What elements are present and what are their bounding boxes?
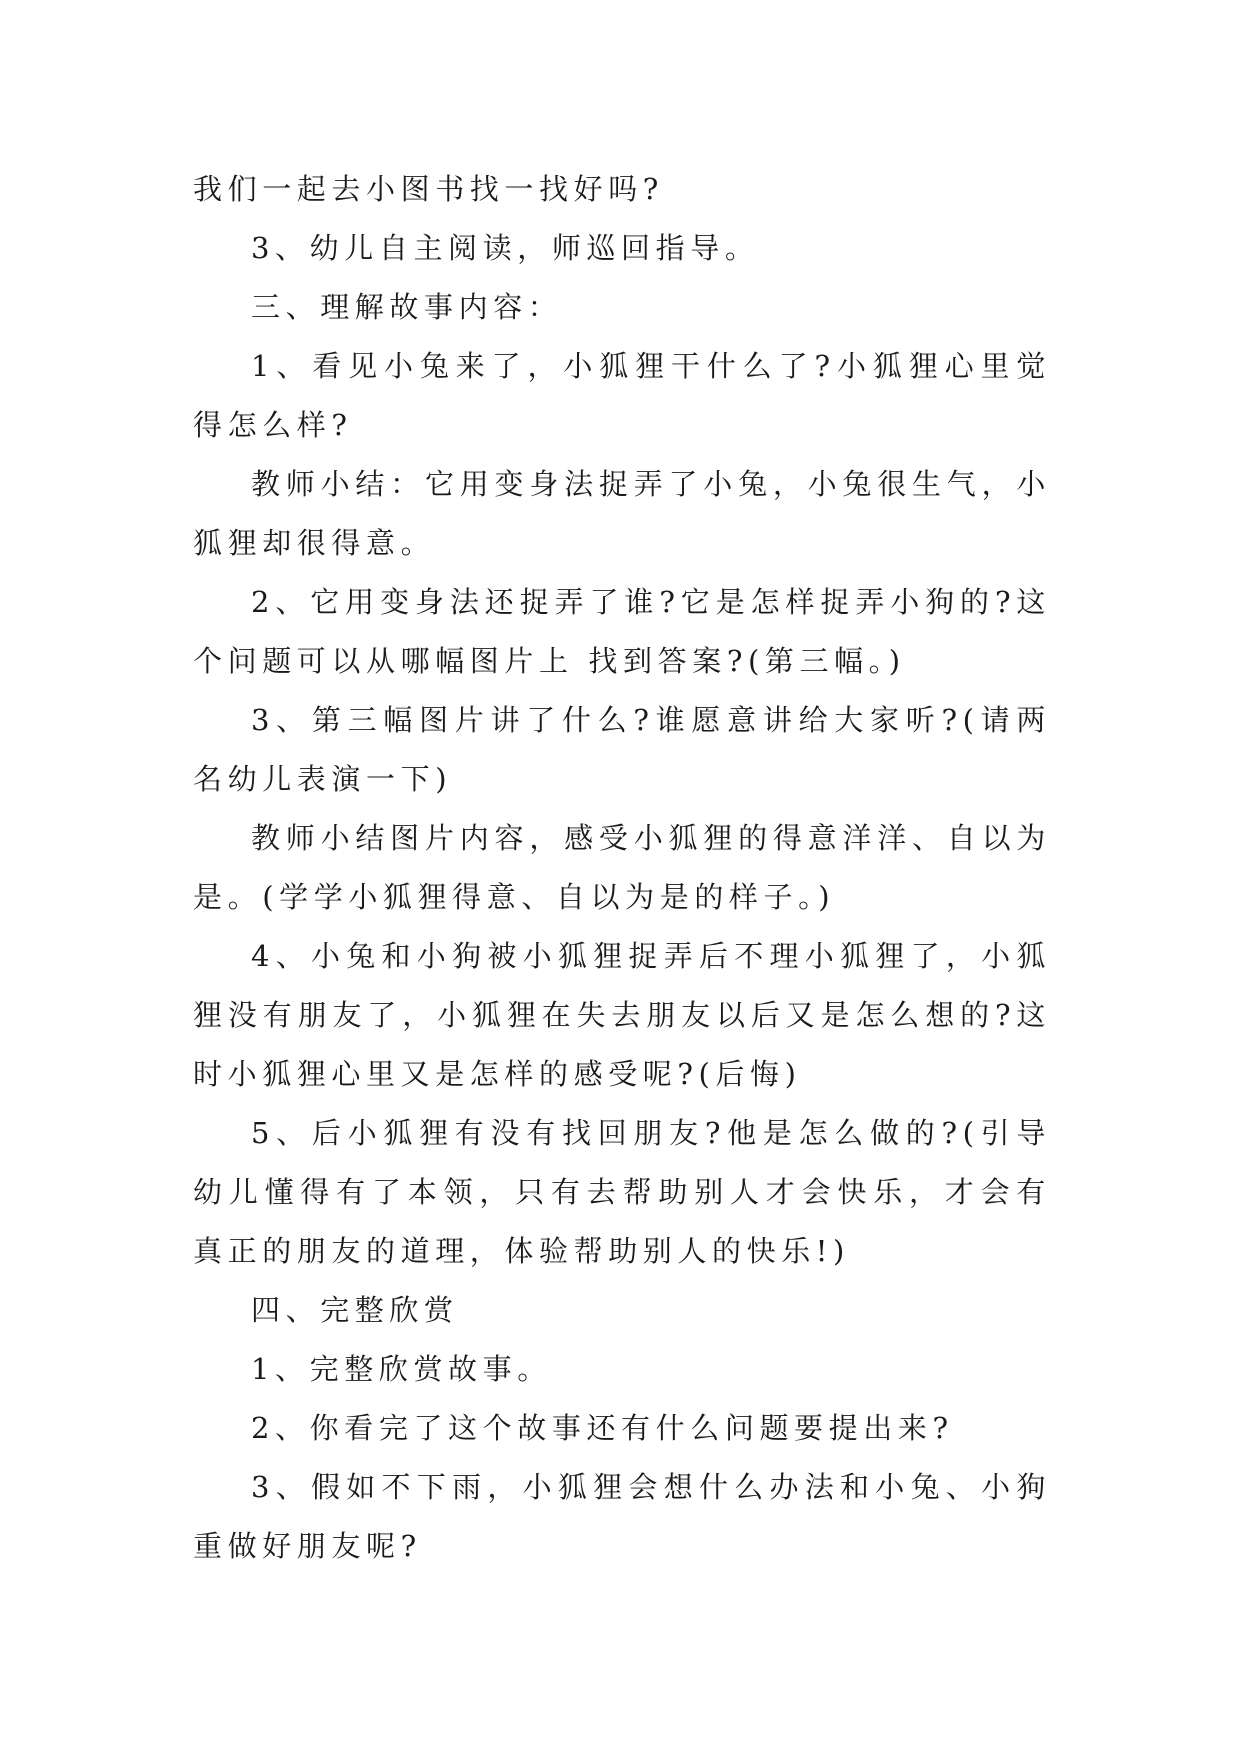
section-heading: 四、完整欣赏	[251, 1293, 459, 1327]
paragraph: 2、你看完了这个故事还有什么问题要提出来?	[251, 1411, 954, 1445]
paragraph: 教师小结图片内容，感受小狐狸的得意洋洋、自以为是。(学学小狐狸得意、自以为是的样子。)	[193, 821, 1051, 914]
paragraph: 2、它用变身法还捉弄了谁?它是怎样捉弄小狗的?这个问题可以从哪幅图片上 找到答案?(第三幅。)	[193, 585, 1051, 678]
paragraph: 我们一起去小图书找一找好吗?	[193, 172, 664, 206]
paragraph: 5、后小狐狸有没有找回朋友?他是怎么做的?(引导幼儿懂得有了本领，只有去帮助别人才会快乐，才会有真正的朋友的道理，体验帮助别人的快乐!)	[193, 1116, 1051, 1268]
section-heading: 三、理解故事内容：	[251, 290, 563, 324]
paragraph: 教师小结：它用变身法捉弄了小兔，小兔很生气，小狐狸却很得意。	[193, 467, 1051, 560]
paragraph: 3、假如不下雨，小狐狸会想什么办法和小兔、小狗重做好朋友呢?	[193, 1470, 1051, 1563]
paragraph: 4、小兔和小狗被小狐狸捉弄后不理小狐狸了，小狐狸没有朋友了，小狐狸在失去朋友以后又是怎么想的?这时小狐狸心里又是怎样的感受呢?(后悔)	[193, 939, 1051, 1091]
paragraph: 1、看见小兔来了，小狐狸干什么了?小狐狸心里觉得怎么样?	[193, 349, 1051, 442]
paragraph: 3、第三幅图片讲了什么?谁愿意讲给大家听?(请两名幼儿表演一下)	[193, 703, 1051, 796]
paragraph: 3、幼儿自主阅读，师巡回指导。	[251, 231, 760, 265]
paragraph: 1、完整欣赏故事。	[251, 1352, 552, 1386]
document-body	[193, 160, 1051, 1576]
